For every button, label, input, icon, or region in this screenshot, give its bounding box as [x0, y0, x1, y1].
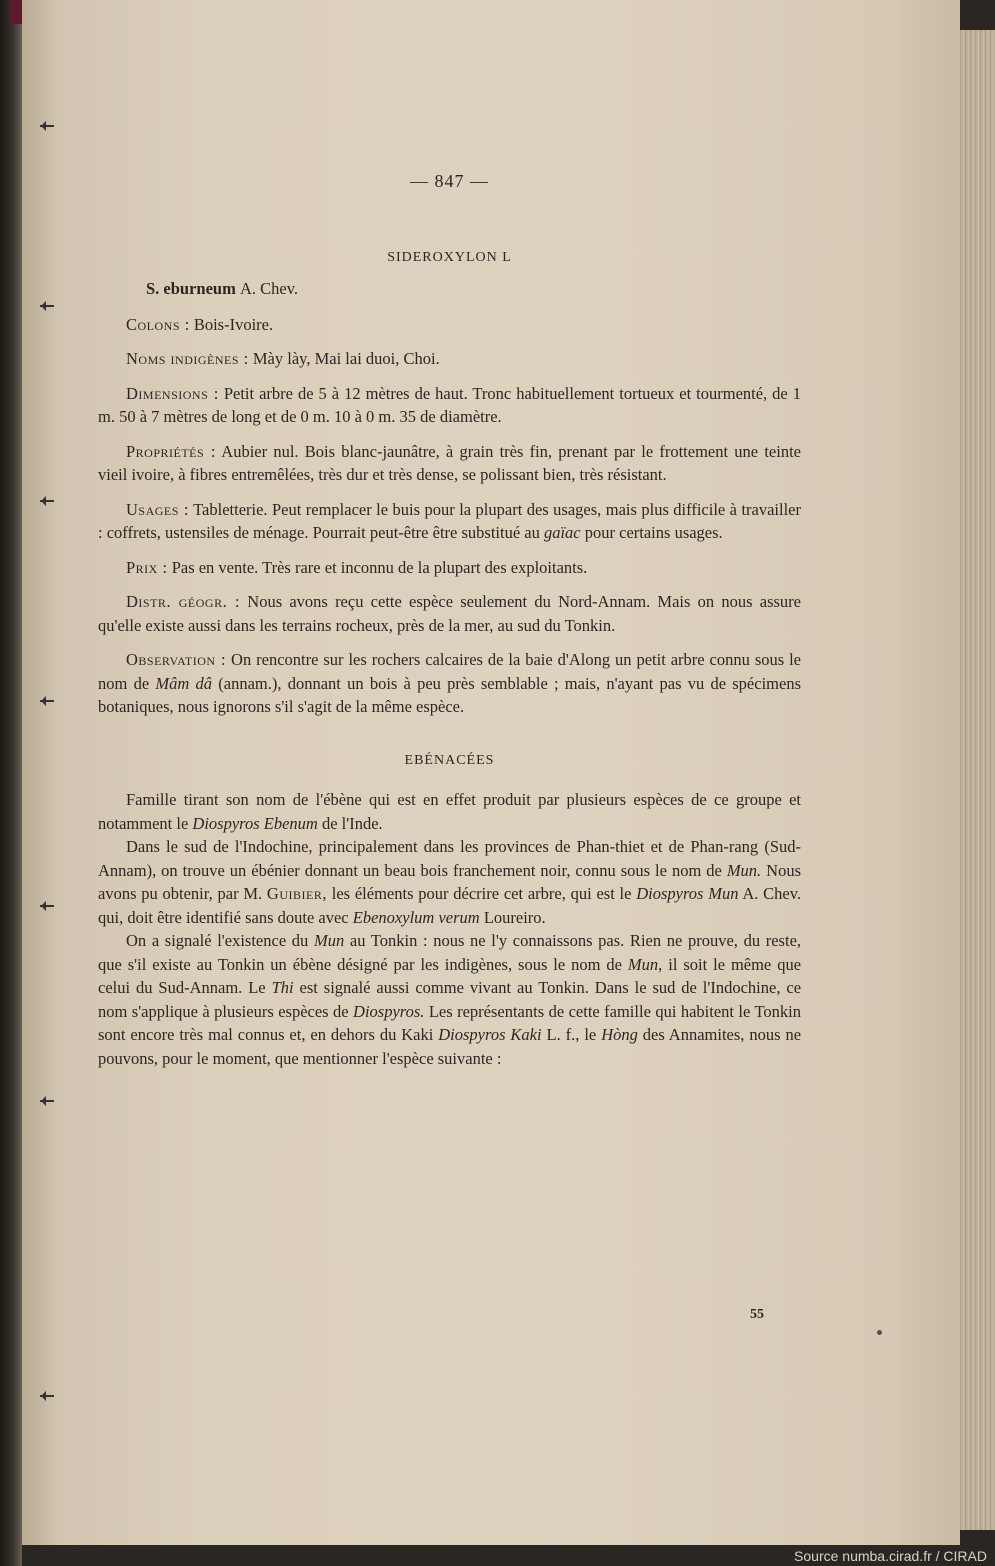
- paragraph: Famille tirant son nom de l'ébène qui est en effet produit par plusieurs espèces de ce groupe et notamment le Diospyros Ebenum de l'Inde.: [98, 790, 801, 833]
- bookmark-ribbon: [10, 0, 22, 24]
- section-title-sideroxylon: SIDEROXYLON L: [387, 249, 512, 265]
- section-title-ebenacees: EBÉNACÉES: [404, 752, 495, 768]
- margin-marker: [40, 905, 54, 907]
- entry-colons: Colons : Bois-Ivoire.: [126, 314, 274, 334]
- entry-distr-geogr: Distr. géogr. : Nous avons reçu cette espèce seulement du Nord-Annam. Mais on nous assure qu'elle existe aussi dans les terrains rocheux, près de la mer, au sud du Tonkin.: [98, 592, 802, 635]
- species-name: S. eburneum A. Chev.: [146, 279, 299, 298]
- entry-observation: Observation : On rencontre sur les rochers calcaires de la baie d'Along un petit arbre connu sous le nom de Mâm dâ (annam.), donnant un bois à peu près semblable ; mais, n'ayant pas vu de spécimens botaniques, nous ignorons s'il s'agit de la même espèce.: [98, 650, 802, 716]
- entry-usages: Usages : Tabletterie. Peut remplacer le buis pour la plupart des usages, mais plus difficile à travailler : coffrets, ustensiles de ménage. Pourrait peut-être être substitué au gaïac pour certains usages.: [98, 499, 802, 542]
- margin-marker: [40, 1100, 54, 1102]
- entry-prix: Prix : Pas en vente. Très rare et inconnu de la plupart des exploitants.: [126, 557, 588, 577]
- speck: [877, 1330, 882, 1335]
- page-text: [98, 170, 801, 1070]
- book-spine-edge: [0, 0, 22, 1566]
- paragraph: Dans le sud de l'Indochine, principalement dans les provinces de Phan-thiet et de Phan-rang (Sud-Annam), on trouve un ébénier donnant un beau bois franchement noir, connu sous le nom de Mun. Nous avons pu obtenir, par M. Guibier, les éléments pour décrire cet arbre, qui est le Diospyros Mun A. Chev. qui, doit être identifié sans doute avec Ebenoxylum verum Loureiro.: [98, 837, 802, 927]
- source-credit: Source numba.cirad.fr / CIRAD: [794, 1548, 987, 1564]
- page-stack-edge: [957, 30, 995, 1530]
- margin-marker: [40, 500, 54, 502]
- ebenacees-body: [98, 788, 801, 1070]
- margin-marker: [40, 1395, 54, 1397]
- entry-noms-indigenes: Noms indigènes : Mày lày, Mai lai duoi, Choi.: [126, 349, 440, 368]
- margin-marker: [40, 125, 54, 127]
- margin-marker: [40, 305, 54, 307]
- margin-marker: [40, 700, 54, 702]
- folio-number: 55: [750, 1307, 764, 1322]
- entry-dimensions: Dimensions : Petit arbre de 5 à 12 mètres de haut. Tronc habituellement tortueux et tourmenté, de 1 m. 50 à 7 mètres de long et de 0 m. 10 à 0 m. 35 de diamètre.: [98, 383, 801, 426]
- paragraph: On a signalé l'existence du Mun au Tonkin : nous ne l'y connaissons pas. Rien ne prouve, du reste, que s'il existe au Tonkin un ébène désigné par les indigènes, sous le nom de Mun, il soit le même que celui du Sud-Annam. Le Thi est signalé aussi comme vivant au Tonkin. Dans le sud de l'Indochine, ce nom s'applique à plusieurs espèces de Diospyros. Les représentants de cette famille qui habitent le Tonkin sont encore très mal connus et, en dehors du Kaki Diospyros Kaki L. f., le Hòng des Annamites, nous ne pouvons, pour le moment, que mentionner l'espèce suivante :: [98, 931, 802, 1068]
- entry-proprietes: Propriétés : Aubier nul. Bois blanc-jaunâtre, à grain très fin, prenant par le frottement une teinte vieil ivoire, à fibres entremêlées, très dur et très dense, se polissant bien, très résistant.: [98, 441, 801, 484]
- page-number: — 847 —: [410, 171, 489, 191]
